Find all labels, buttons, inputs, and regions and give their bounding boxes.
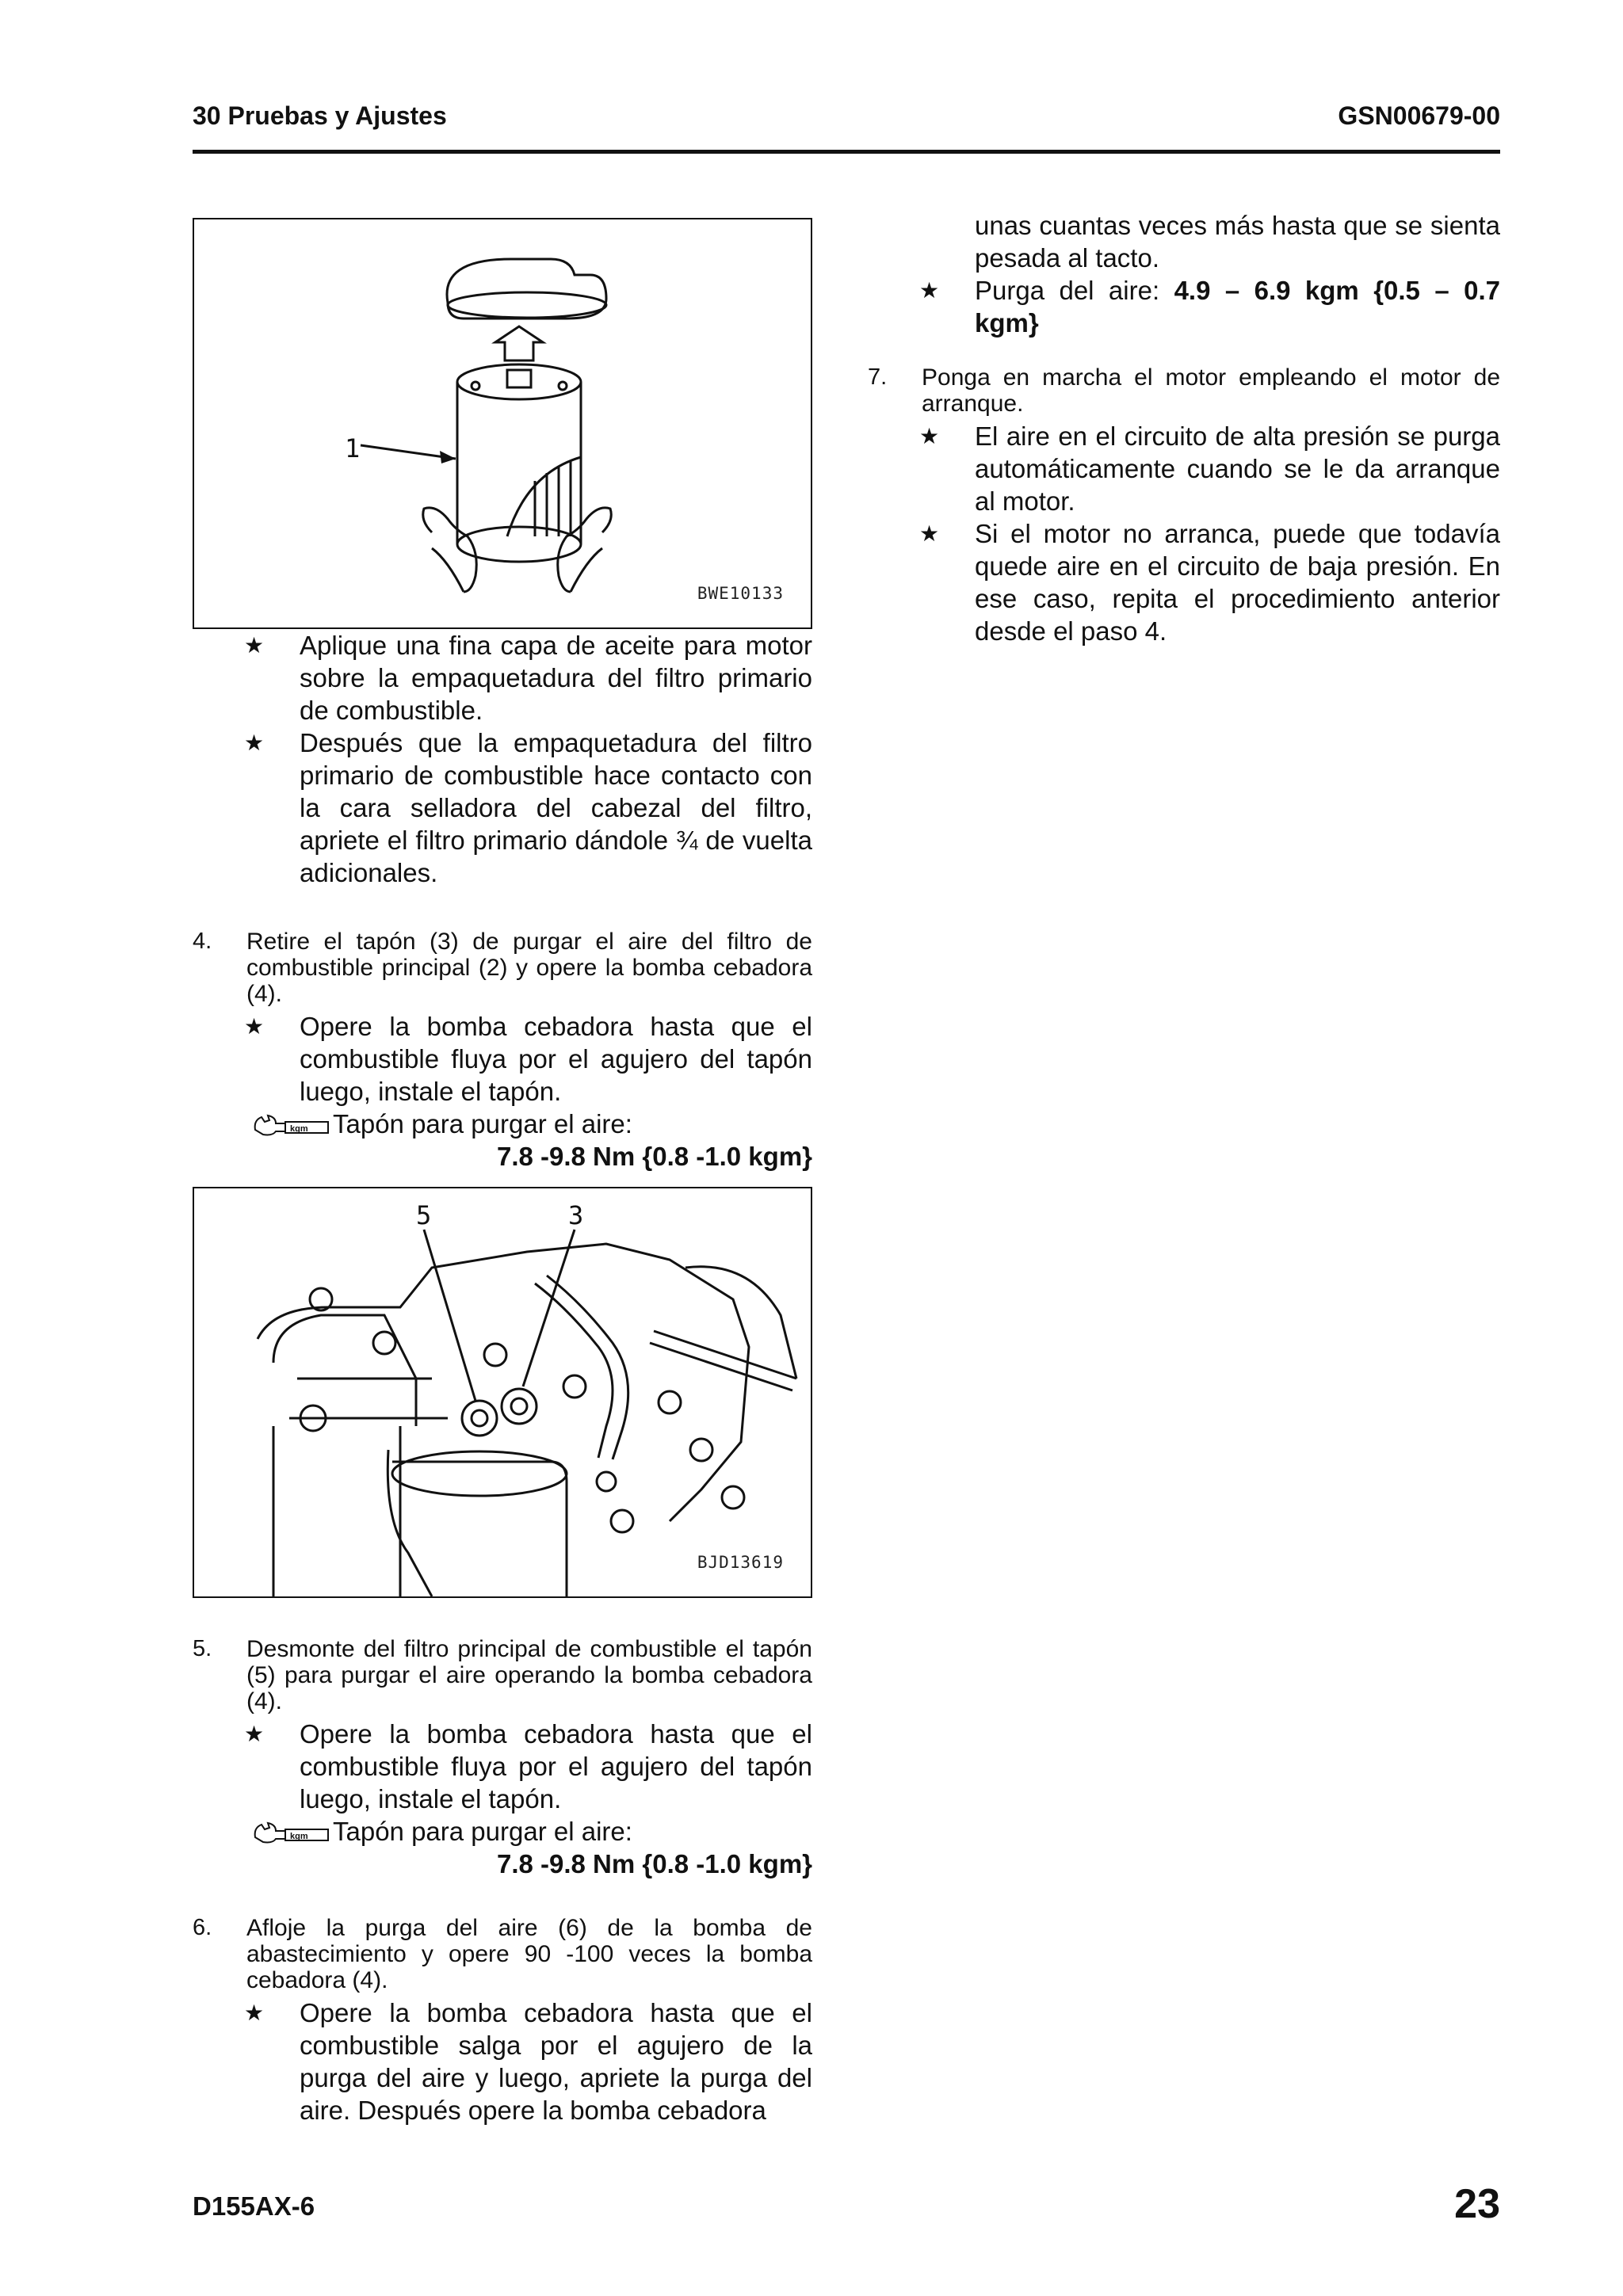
footer-page-number: 23 <box>1454 2181 1500 2227</box>
star-icon: ★ <box>244 633 265 658</box>
step-number: 5. <box>193 1636 212 1661</box>
star-icon: ★ <box>244 1014 265 1039</box>
torque-label: Tapón para purgar el aire: <box>333 1817 632 1846</box>
left-column <box>193 218 812 2126</box>
torque-value: 7.8 -9.8 Nm {0.8 -1.0 kgm} <box>496 1849 812 1878</box>
star-icon: ★ <box>919 278 940 303</box>
figure1-callout-1: 1 <box>345 433 361 463</box>
figure2-callout-5: 5 <box>416 1200 432 1230</box>
step-4 <box>193 929 812 1007</box>
torque-row <box>193 1815 812 1848</box>
star-icon: ★ <box>244 1722 265 1746</box>
wrench-tag: kgm <box>290 1123 308 1134</box>
bullet-item <box>868 517 1500 647</box>
bullet-item <box>193 727 812 889</box>
purge-label: Purga del aire: <box>975 276 1160 305</box>
step-text: Afloje la purga del aire (6) de la bomba de abastecimiento y opere 90 -100 veces la bomba cebadora (4). <box>246 1915 812 1993</box>
filter-illustration <box>194 219 811 627</box>
bullet-item <box>193 1718 812 1815</box>
bullet-item <box>868 420 1500 517</box>
header-rule <box>193 150 1500 154</box>
star-icon: ★ <box>244 730 265 755</box>
star-icon: ★ <box>919 424 940 448</box>
figure-fuel-filter-head <box>193 1187 812 1598</box>
continuation-text: unas cuantas veces más hasta que se sienta pesada al tacto. <box>975 211 1500 273</box>
bullet-text: Si el motor no arranca, puede que todavía quede aire en el circuito de baja presión. En ese caso, repita el procedimiento anterior desde el paso 4. <box>975 519 1500 646</box>
figure-filter-removal <box>193 218 812 629</box>
purge-value: 4.9 – 6.9 kgm {0.5 – 0.7 kgm} <box>975 276 1500 338</box>
step-text: Desmonte del filtro principal de combustible el tapón (5) para purgar el aire operando la bomba cebadora (4). <box>246 1636 812 1714</box>
torque-value: 7.8 -9.8 Nm {0.8 -1.0 kgm} <box>496 1142 812 1171</box>
step-number: 7. <box>868 364 888 390</box>
header-doc-code: GSN00679-00 <box>1338 101 1500 130</box>
bullet-text: Después que la empaquetadura del filtro primario de combustible hace contacto con la cara selladora del cabezal del filtro, apriete el filtro primario dándole ¾ de vuelta adicionales. <box>300 728 812 887</box>
bullet-text: Aplique una fina capa de aceite para motor sobre la empaquetadura del filtro primario de combustible. <box>300 631 812 725</box>
step-5 <box>193 1636 812 1714</box>
figure1-code: BWE10133 <box>697 584 784 603</box>
bullet-text: El aire en el circuito de alta presión se purga automáticamente cuando se le da arranque al motor. <box>975 421 1500 516</box>
torque-label: Tapón para purgar el aire: <box>333 1109 632 1138</box>
step-text: Retire el tapón (3) de purgar el aire del filtro de combustible principal (2) y opere la bomba cebadora (4). <box>246 929 812 1007</box>
step-text: Ponga en marcha el motor empleando el motor de arranque. <box>922 364 1500 417</box>
torque-wrench-icon <box>252 1820 331 1844</box>
torque-wrench-icon <box>252 1112 331 1136</box>
footer-model: D155AX-6 <box>193 2191 315 2221</box>
step-number: 6. <box>193 1915 212 1940</box>
filter-head-illustration <box>194 1188 811 1596</box>
bullet-text: Opere la bomba cebadora hasta que el combustible fluya por el agujero del tapón luego, instale el tapón. <box>300 1719 812 1814</box>
bullet-item <box>193 1997 812 2126</box>
bullet-item <box>193 1010 812 1108</box>
step-6 <box>193 1915 812 1993</box>
figure2-callout-3: 3 <box>568 1200 584 1230</box>
torque-row <box>193 1108 812 1140</box>
right-column <box>868 209 1500 647</box>
figure2-code: BJD13619 <box>697 1553 784 1572</box>
star-icon: ★ <box>244 2000 265 2025</box>
bullet-item <box>193 629 812 727</box>
step-7 <box>868 364 1500 417</box>
star-icon: ★ <box>919 521 940 546</box>
wrench-tag: kgm <box>290 1831 308 1841</box>
bullet-item <box>868 274 1500 339</box>
header-section: 30 Pruebas y Ajustes <box>193 101 447 130</box>
bullet-text: Opere la bomba cebadora hasta que el combustible fluya por el agujero del tapón luego, instale el tapón. <box>300 1012 812 1106</box>
step-number: 4. <box>193 929 212 954</box>
bullet-text: Opere la bomba cebadora hasta que el combustible salga por el agujero de la purga del aire y luego, apriete la purga del aire. Después opere la bomba cebadora <box>300 1998 812 2125</box>
